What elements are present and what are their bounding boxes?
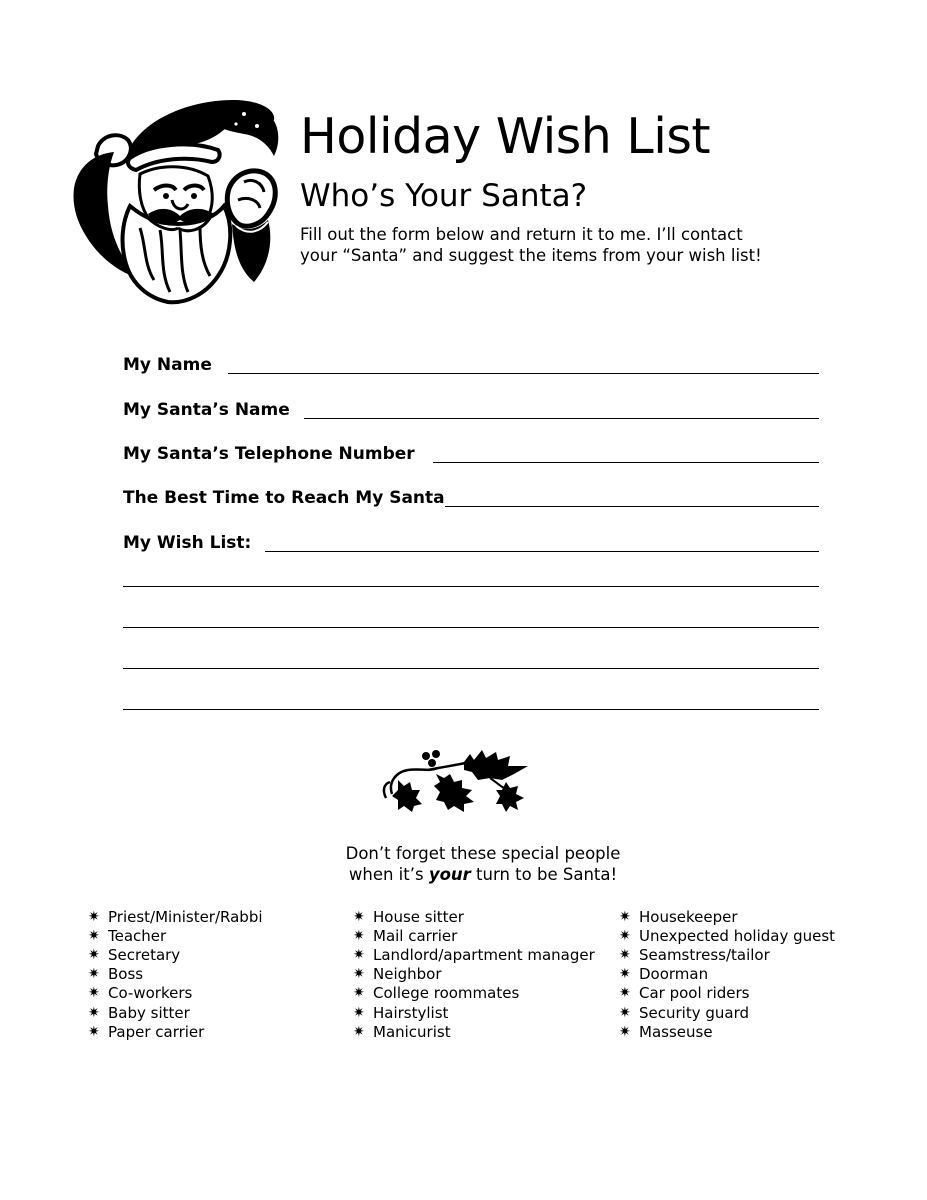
wish-list-line[interactable] bbox=[123, 668, 819, 669]
wish-list-line[interactable] bbox=[123, 709, 819, 710]
page-subtitle: Who’s Your Santa? bbox=[300, 178, 588, 214]
asterisk-star-icon: ✷ bbox=[619, 985, 631, 1002]
list-item: ✷ Housekeeper bbox=[619, 907, 738, 926]
list-item: ✷ Unexpected holiday guest bbox=[619, 926, 836, 945]
asterisk-star-icon: ✷ bbox=[353, 1023, 365, 1040]
my-name-label: My Name bbox=[123, 355, 212, 375]
santa-phone-field[interactable] bbox=[123, 446, 819, 463]
reminder-line: Don’t forget these special people bbox=[345, 844, 621, 863]
asterisk-star-icon: ✷ bbox=[353, 1004, 365, 1021]
list-item: ✷ Neighbor bbox=[353, 965, 442, 984]
asterisk-star-icon: ✷ bbox=[353, 985, 365, 1002]
asterisk-star-icon: ✷ bbox=[353, 927, 365, 944]
best-time-input-line[interactable] bbox=[445, 506, 819, 507]
asterisk-star-icon: ✷ bbox=[88, 1023, 100, 1040]
asterisk-star-icon: ✷ bbox=[619, 908, 631, 925]
santa-name-field[interactable] bbox=[123, 402, 819, 419]
asterisk-star-icon: ✷ bbox=[619, 1023, 631, 1040]
santa-phone-label: My Santa’s Telephone Number bbox=[123, 444, 415, 464]
list-item: ✷ Priest/Minister/Rabbi bbox=[88, 907, 263, 926]
santa-phone-input-line[interactable] bbox=[433, 462, 819, 463]
asterisk-star-icon: ✷ bbox=[88, 946, 100, 963]
list-item: ✷ Landlord/apartment manager bbox=[353, 945, 595, 964]
santa-name-label: My Santa’s Name bbox=[123, 400, 290, 420]
best-time-field[interactable] bbox=[123, 490, 819, 507]
list-item: ✷ Manicurist bbox=[353, 1022, 451, 1041]
list-item: ✷ House sitter bbox=[353, 907, 464, 926]
people-column-2 bbox=[353, 907, 595, 1041]
list-item: ✷ College roommates bbox=[353, 984, 520, 1003]
reminder-text bbox=[283, 843, 683, 885]
people-column-3 bbox=[619, 907, 835, 1041]
list-item: ✷ Doorman bbox=[619, 965, 709, 984]
holly-ornament-icon bbox=[378, 748, 534, 814]
wish-list-label: My Wish List: bbox=[123, 533, 252, 553]
people-column-1 bbox=[88, 907, 263, 1041]
list-item: ✷ Paper carrier bbox=[88, 1022, 205, 1041]
asterisk-star-icon: ✷ bbox=[88, 927, 100, 944]
asterisk-star-icon: ✷ bbox=[88, 1004, 100, 1021]
intro-text bbox=[300, 224, 860, 266]
reminder-emphasis: your bbox=[428, 865, 471, 884]
intro-line: Fill out the form below and return it to me. I’ll contact bbox=[300, 225, 743, 244]
wish-list-field[interactable] bbox=[123, 535, 819, 552]
page-title: Holiday Wish List bbox=[300, 108, 711, 165]
list-item: ✷ Co-workers bbox=[88, 984, 193, 1003]
asterisk-star-icon: ✷ bbox=[353, 966, 365, 983]
asterisk-star-icon: ✷ bbox=[619, 1004, 631, 1021]
santa-name-input-line[interactable] bbox=[304, 418, 819, 419]
list-item: ✷ Boss bbox=[88, 965, 144, 984]
wish-list-line[interactable] bbox=[123, 627, 819, 628]
asterisk-star-icon: ✷ bbox=[88, 985, 100, 1002]
list-item: ✷ Car pool riders bbox=[619, 984, 750, 1003]
wish-list-line[interactable] bbox=[123, 586, 819, 587]
list-item: ✷ Secretary bbox=[88, 945, 181, 964]
wish-list-input-line[interactable] bbox=[265, 551, 819, 552]
asterisk-star-icon: ✷ bbox=[353, 946, 365, 963]
reminder-line: when it’s your turn to be Santa! bbox=[348, 865, 618, 884]
list-item: ✷ Baby sitter bbox=[88, 1003, 190, 1022]
asterisk-star-icon: ✷ bbox=[619, 966, 631, 983]
asterisk-star-icon: ✷ bbox=[88, 908, 100, 925]
asterisk-star-icon: ✷ bbox=[353, 908, 365, 925]
list-item: ✷ Security guard bbox=[619, 1003, 750, 1022]
list-item: ✷ Hairstylist bbox=[353, 1003, 449, 1022]
list-item: ✷ Mail carrier bbox=[353, 926, 458, 945]
my-name-input-line[interactable] bbox=[228, 373, 819, 374]
santa-illustration bbox=[68, 96, 290, 306]
my-name-field[interactable] bbox=[123, 357, 819, 374]
list-item: ✷ Teacher bbox=[88, 926, 167, 945]
asterisk-star-icon: ✷ bbox=[619, 946, 631, 963]
asterisk-star-icon: ✷ bbox=[88, 966, 100, 983]
best-time-label: The Best Time to Reach My Santa bbox=[123, 488, 445, 508]
list-item: ✷ Seamstress/tailor bbox=[619, 945, 770, 964]
list-item: ✷ Masseuse bbox=[619, 1022, 713, 1041]
intro-line: your “Santa” and suggest the items from your wish list! bbox=[300, 246, 762, 265]
asterisk-star-icon: ✷ bbox=[619, 927, 631, 944]
